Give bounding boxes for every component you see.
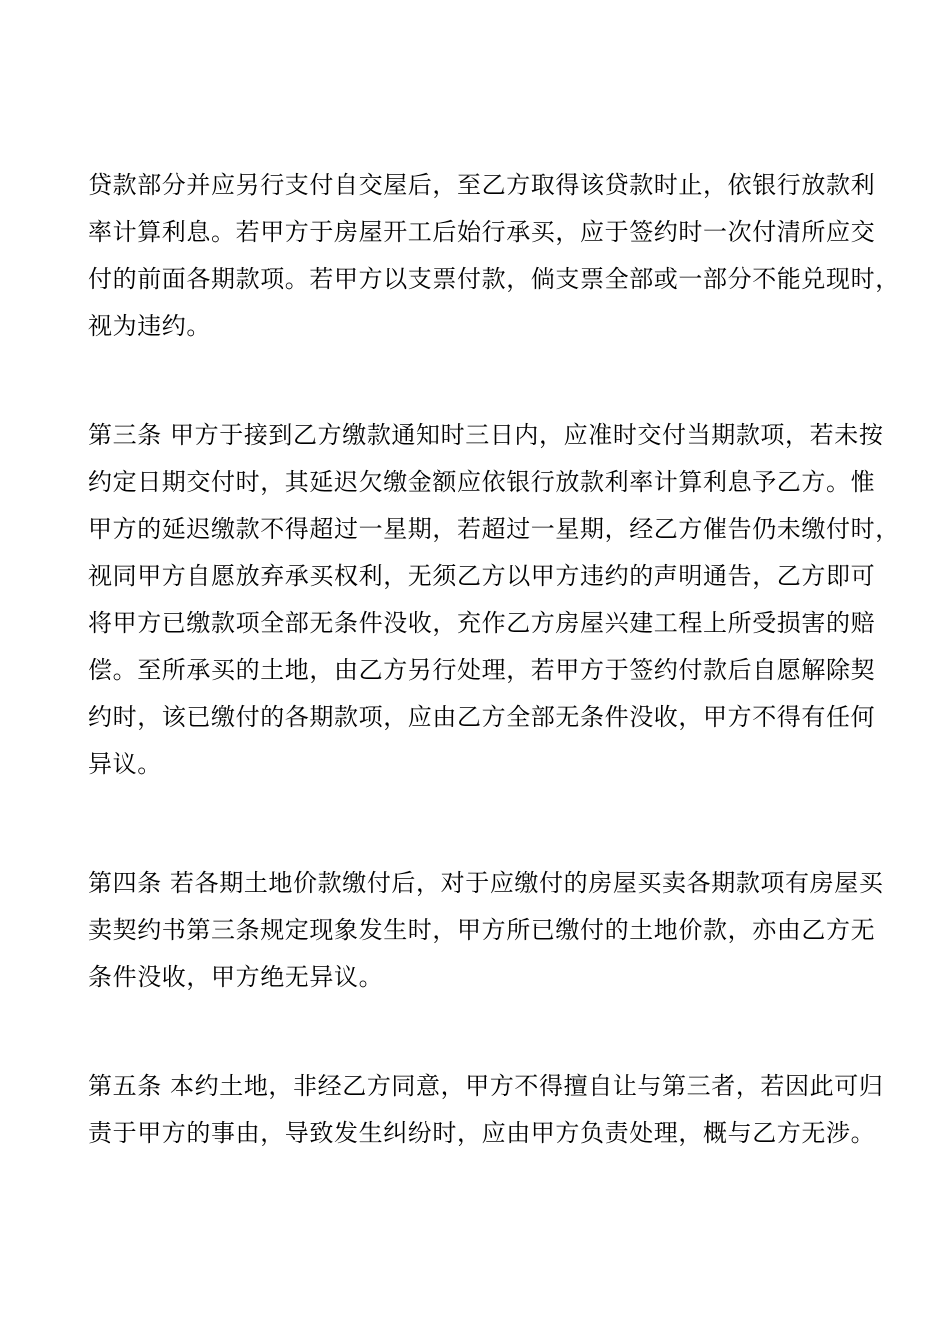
text-line: 第三条 甲方于接到乙方缴款通知时三日内，应准时交付当期款项，若未按 [88, 421, 884, 449]
text-line: 责于甲方的事由，导致发生纠纷时，应由甲方负责处理，概与乙方无涉。 [88, 1119, 876, 1147]
text-line: 付的前面各期款项。若甲方以支票付款，倘支票全部或一部分不能兑现时， [88, 265, 900, 293]
paragraph-payment-terms [88, 162, 900, 350]
text-line: 异议。 [88, 750, 162, 778]
text-line: 偿。至所承买的土地，由乙方另行处理，若甲方于签约付款后自愿解除契 [88, 656, 876, 684]
text-line: 贷款部分并应另行支付自交屋后，至乙方取得该贷款时止，依银行放款利 [88, 171, 876, 199]
text-line: 条件没收，甲方绝无异议。 [88, 963, 384, 991]
text-line: 视为违约。 [88, 312, 211, 340]
text-line: 第四条 若各期土地价款缴付后，对于应缴付的房屋买卖各期款项有房屋买 [88, 869, 884, 897]
paragraph-article-5 [88, 1063, 884, 1157]
text-line: 甲方的延迟缴款不得超过一星期，若超过一星期，经乙方催告仍未缴付时， [88, 515, 900, 543]
text-line: 约定日期交付时，其延迟欠缴金额应依银行放款利率计算利息予乙方。惟 [88, 468, 876, 496]
text-line: 视同甲方自愿放弃承买权利，无须乙方以甲方违约的声明通告，乙方即可 [88, 562, 876, 590]
paragraph-article-4 [88, 860, 884, 1001]
text-line: 约时，该已缴付的各期款项，应由乙方全部无条件没收，甲方不得有任何 [88, 703, 876, 731]
text-line: 率计算利息。若甲方于房屋开工后始行承买，应于签约时一次付清所应交 [88, 218, 876, 246]
paragraph-article-3 [88, 412, 900, 788]
document-page [88, 0, 900, 1344]
text-line: 将甲方已缴款项全部无条件没收，充作乙方房屋兴建工程上所受损害的赔 [88, 609, 876, 637]
text-line: 第五条 本约土地，非经乙方同意，甲方不得擅自让与第三者，若因此可归 [88, 1072, 884, 1100]
text-line: 卖契约书第三条规定现象发生时，甲方所已缴付的土地价款，亦由乙方无 [88, 916, 876, 944]
